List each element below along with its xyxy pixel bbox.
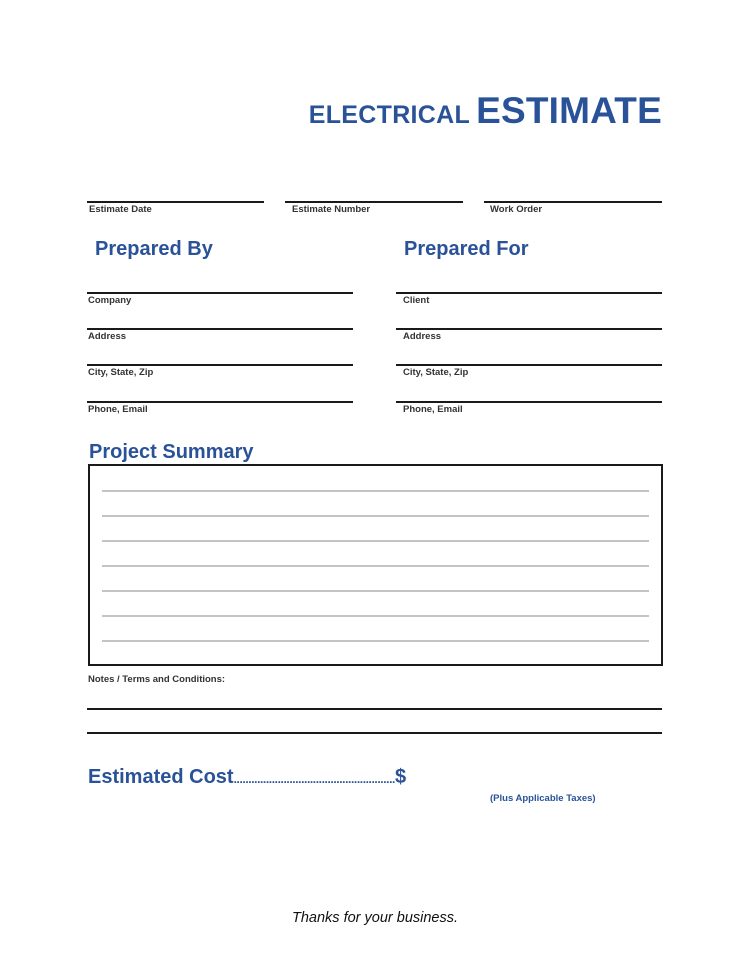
client-label: Client: [403, 295, 430, 306]
currency-symbol: $: [394, 766, 407, 788]
estimated-cost-row: [88, 767, 406, 787]
client-city-state-zip-field[interactable]: [396, 364, 662, 366]
prepared-for-heading: Prepared For: [404, 238, 529, 260]
summary-line[interactable]: [102, 515, 649, 517]
city-state-zip-label: City, State, Zip: [88, 367, 154, 378]
title-main: ESTIMATE: [476, 90, 662, 131]
leader-dots: .......................................................: [233, 772, 395, 786]
client-address-field[interactable]: [396, 328, 662, 330]
summary-line[interactable]: [102, 615, 649, 617]
work-order-field[interactable]: [484, 201, 662, 203]
notes-label: Notes / Terms and Conditions:: [88, 674, 226, 685]
address-field[interactable]: [87, 328, 353, 330]
document-title: [309, 92, 662, 129]
summary-line[interactable]: [102, 565, 649, 567]
taxes-note: (Plus Applicable Taxes): [490, 793, 596, 804]
notes-line-1[interactable]: [87, 708, 662, 710]
company-label: Company: [88, 295, 132, 306]
client-phone-email-field[interactable]: [396, 401, 662, 403]
summary-line[interactable]: [102, 640, 649, 642]
estimate-date-label: Estimate Date: [89, 204, 152, 215]
phone-email-field[interactable]: [87, 401, 353, 403]
address-label: Address: [88, 331, 127, 342]
client-address-label: Address: [403, 331, 442, 342]
summary-line[interactable]: [102, 540, 649, 542]
client-phone-email-label: Phone, Email: [403, 404, 463, 415]
project-summary-heading: Project Summary: [89, 441, 254, 463]
estimate-number-label: Estimate Number: [292, 204, 371, 215]
client-city-state-zip-label: City, State, Zip: [403, 367, 469, 378]
client-field[interactable]: [396, 292, 662, 294]
prepared-by-heading: Prepared By: [95, 238, 213, 260]
thanks-message: Thanks for your business.: [291, 910, 459, 926]
city-state-zip-field[interactable]: [87, 364, 353, 366]
estimated-cost-label: Estimated Cost: [88, 766, 234, 788]
phone-email-label: Phone, Email: [88, 404, 148, 415]
estimate-date-field[interactable]: [87, 201, 264, 203]
summary-line[interactable]: [102, 590, 649, 592]
notes-line-2[interactable]: [87, 732, 662, 734]
work-order-label: Work Order: [490, 204, 543, 215]
project-summary-box[interactable]: [88, 464, 663, 666]
company-field[interactable]: [87, 292, 353, 294]
estimate-number-field[interactable]: [285, 201, 463, 203]
title-prefix: ELECTRICAL: [308, 101, 471, 129]
summary-line[interactable]: [102, 490, 649, 492]
